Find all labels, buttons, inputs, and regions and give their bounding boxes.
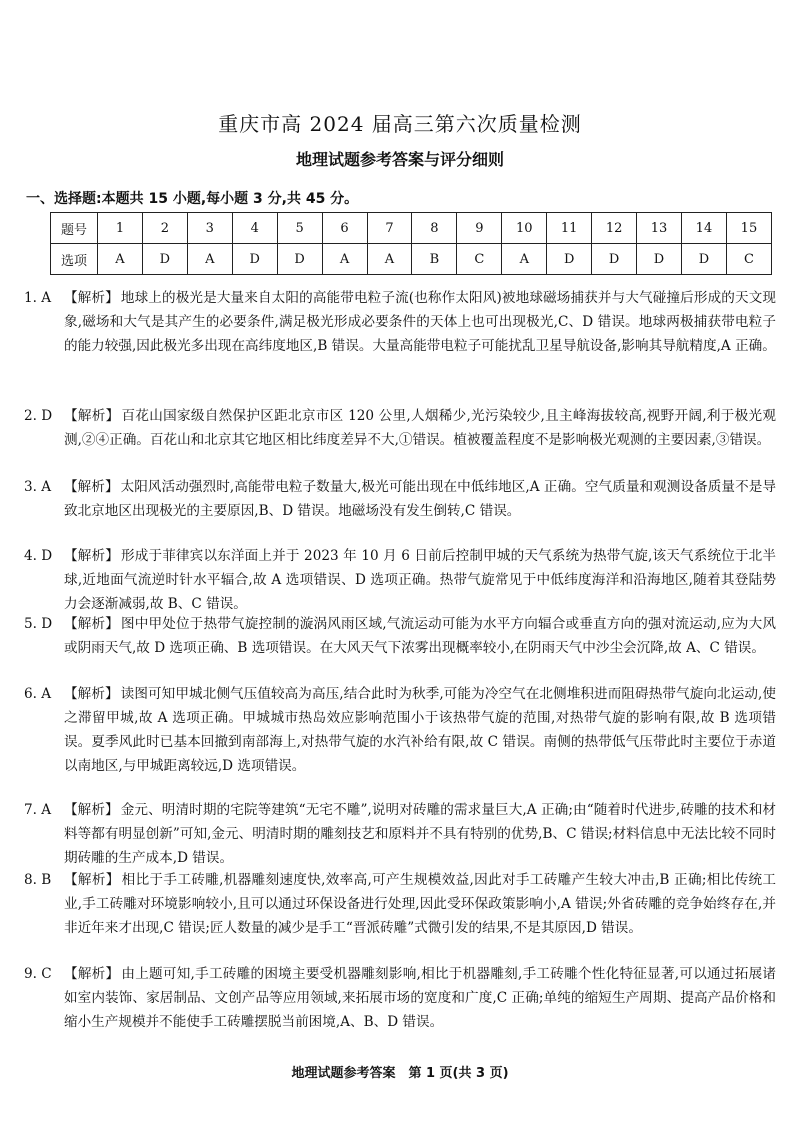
table-cell: D [277,244,322,275]
table-cell: 12 [592,213,637,244]
table-cell: A [187,244,232,275]
question-number: 9. C [24,966,52,982]
page-title: 重庆市高 2024 届高三第六次质量检测 [218,112,582,136]
table-cell: A [502,244,547,275]
question-explanation-6 [24,682,776,778]
analysis-tag: 【解析】 [64,966,120,982]
table-cell: 5 [277,213,322,244]
question-number: 6. A [24,686,52,702]
table-cell: 4 [232,213,277,244]
table-cell: 2 [142,213,187,244]
explanation-text: 地球上的极光是大量来自太阳的高能带电粒子流(也称作太阳风)被地球磁场捕获并与大气碰撞后形成的天文现象,磁场和大气是其产生的必要条件,满足极光形成必要条件的天体上也可出现极光,C、D 错误。地球两极捕获带电粒子的能力较强,因此极光多出现在高纬度地区,B 错误。大量高能带电粒子可能扰乱卫星导航设备,影响其导航精度,A 正确。 [64,290,777,354]
row-label-number: 题号 [51,213,98,244]
explanation-text: 形成于菲律宾以东洋面上并于 2023 年 10 月 6 日前后控制甲城的天气系统为热带气旋,该天气系统位于北半球,近地面气流逆时针水平辐合,故 A 选项错误、D 选项正确。热带气旋常见于中低纬度海洋和沿海地区,随着其登陆势力会逐渐减弱,故 B、C 错误。 [64,548,776,612]
explanation-text: 金元、明清时期的宅院等建筑“无宅不雕”,说明对砖雕的需求量巨大,A 正确;由“随着时代进步,砖雕的技术和材料等都有明显创新”可知,金元、明清时期的雕刻技艺和原料并不具有特别的优势,B、C 错误;材料信息中无法比较不同时期砖雕的生产成本,D 错误。 [64,802,776,866]
table-cell: B [412,244,457,275]
answer-row [51,244,772,275]
explanation-text: 读图可知甲城北侧气压值较高为高压,结合此时为秋季,可能为冷空气在北侧堆积进而阻碍热带气旋向北运动,使之滞留甲城,故 A 选项正确。甲城城市热岛效应影响范围小于该热带气旋的范围,对热带气旋的影响有限,故 B 选项错误。夏季风此时已基本回撤到南部海上,对热带气旋的水汽补给有限,故 C 错误。南侧的热带低气压带此时主要位于赤道以南地区,与甲城距离较远,D 选项错误。 [64,686,777,774]
table-cell: C [457,244,502,275]
answer-table [50,212,772,275]
table-cell: 7 [367,213,412,244]
page-footer: 地理试题参考答案 第 1 页(共 3 页) [291,1066,509,1081]
question-number-row [51,213,772,244]
row-label-answer: 选项 [51,244,98,275]
question-number: 3. A [24,479,52,495]
question-number: 4. D [24,548,53,564]
analysis-tag: 【解析】 [64,408,120,424]
table-cell: 9 [457,213,502,244]
table-cell: 6 [322,213,367,244]
table-cell: A [322,244,367,275]
page-subtitle: 地理试题参考答案与评分细则 [295,150,504,169]
question-number: 7. A [24,802,52,818]
table-cell: 11 [547,213,592,244]
table-cell: D [142,244,187,275]
table-cell: C [726,244,771,275]
analysis-tag: 【解析】 [64,802,119,818]
question-number: 8. B [24,872,52,888]
analysis-tag: 【解析】 [64,479,119,495]
question-explanation-3 [24,475,776,523]
analysis-tag: 【解析】 [64,290,119,306]
question-number: 2. D [24,408,53,424]
table-cell: A [98,244,143,275]
question-number: 5. D [24,616,53,632]
analysis-tag: 【解析】 [64,872,120,888]
table-cell: D [592,244,637,275]
question-explanation-2 [24,404,776,452]
table-cell: 10 [502,213,547,244]
analysis-tag: 【解析】 [64,686,119,702]
explanation-text: 图中甲处位于热带气旋控制的漩涡风雨区域,气流运动可能为水平方向辐合或垂直方向的强对流运动,应为大风或阴雨天气,故 D 选项正确、B 选项错误。在大风天气下浓雾出现概率较小,在阴雨天气中沙尘会沉降,故 A、C 错误。 [64,616,777,656]
table-cell: 15 [726,213,771,244]
section-heading: 一、选择题:本题共 15 小题,每小题 3 分,共 45 分。 [26,191,359,207]
explanation-text: 太阳风活动强烈时,高能带电粒子数量大,极光可能出现在中低纬地区,A 正确。空气质量和观测设备质量不是导致北京地区出现极光的主要原因,B、D 错误。地磁场没有发生倒转,C 错误。 [64,479,776,519]
table-cell: D [547,244,592,275]
question-explanation-7 [24,798,776,870]
table-cell: 13 [637,213,682,244]
table-cell: A [367,244,412,275]
table-cell: D [637,244,682,275]
question-explanation-9 [24,962,776,1034]
analysis-tag: 【解析】 [64,616,119,632]
question-explanation-1 [24,286,776,358]
table-cell: 14 [681,213,726,244]
explanation-text: 百花山国家级自然保护区距北京市区 120 公里,人烟稀少,光污染较少,且主峰海拔较高,视野开阔,利于极光观测,②④正确。百花山和北京其它地区相比纬度差异不大,①错误。植被覆盖程度不是影响极光观测的主要因素,③错误。 [64,408,776,448]
explanation-text: 相比于手工砖雕,机器雕刻速度快,效率高,可产生规模效益,因此对手工砖雕产生较大冲击,B 正确;相比传统工业,手工砖雕对环境影响较小,且可以通过环保设备进行处理,因此受环保政策影响小,A 错误;外省砖雕的竞争始终存在,并非近年来才出现,C 错误;匠人数量的减少是手工“晋派砖雕”式微引发的结果,不是其原因,D 错误。 [64,872,777,936]
question-number: 1. A [24,290,52,306]
analysis-tag: 【解析】 [64,548,119,564]
question-explanation-5 [24,612,776,660]
question-explanation-8 [24,868,776,940]
table-cell: D [681,244,726,275]
table-cell: 1 [98,213,143,244]
table-cell: D [232,244,277,275]
table-cell: 3 [187,213,232,244]
question-explanation-4 [24,544,776,616]
explanation-text: 由上题可知,手工砖雕的困境主要受机器雕刻影响,相比于机器雕刻,手工砖雕个性化特征显著,可以通过拓展诸如室内装饰、家居制品、文创产品等应用领域,来拓展市场的宽度和广度,C 正确;单纯的缩短生产周期、提高产品价格和缩小生产规模并不能使手工砖雕摆脱当前困境,A、B、D 错误。 [64,966,777,1030]
table-cell: 8 [412,213,457,244]
